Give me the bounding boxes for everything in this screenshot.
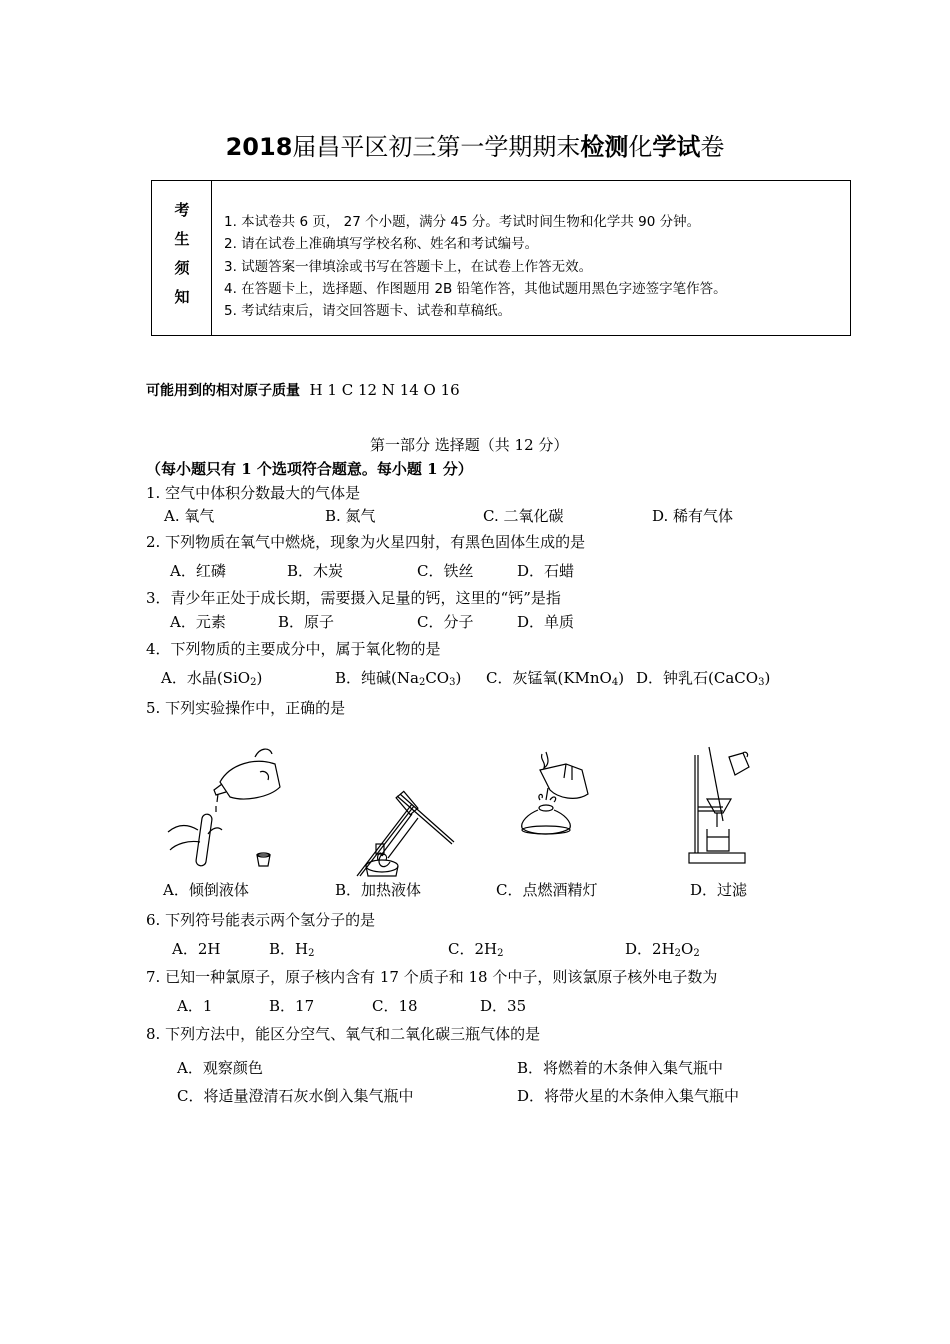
formula-text: O bbox=[681, 940, 694, 958]
question-5-option-d: D．过滤 bbox=[690, 881, 748, 899]
page-title bbox=[0, 133, 950, 162]
formula-subscript: 2 bbox=[308, 948, 315, 959]
question-7-option-d: D．35 bbox=[480, 997, 527, 1015]
question-3-option-c: C．分子 bbox=[417, 613, 474, 631]
atomic-mass-label: 可能用到的相对原子质量 bbox=[146, 383, 300, 399]
formula-subscript: 3 bbox=[449, 677, 456, 688]
question-1-stem: 1. 空气中体积分数最大的气体是 bbox=[146, 484, 361, 502]
question-5-option-b: B．加热液体 bbox=[335, 881, 422, 899]
formula-text: ) bbox=[618, 669, 625, 687]
formula-subscript: 4 bbox=[611, 677, 619, 688]
question-2-stem: 2. 下列物质在氧气中燃烧，现象为火星四射，有黑色固体生成的是 bbox=[146, 533, 586, 551]
question-2-option-a: A．红磷 bbox=[170, 562, 226, 580]
question-6-option-a: A．2H bbox=[172, 940, 221, 958]
formula-text: ) bbox=[256, 669, 263, 687]
question-6-option-b bbox=[269, 940, 314, 958]
formula-text: D．2H bbox=[625, 940, 675, 958]
section-heading: 第一部分 选择题（共 12 分） bbox=[370, 436, 569, 454]
atomic-mass-line bbox=[146, 381, 460, 400]
formula-subscript: 2 bbox=[674, 948, 682, 959]
question-4-option-c bbox=[486, 669, 624, 687]
notice-item: 5. 考试结束后，请交回答题卡、试卷和草稿纸。 bbox=[224, 303, 512, 320]
question-3-option-b: B．原子 bbox=[278, 613, 335, 631]
formula-text: D．钟乳石(CaCO bbox=[636, 669, 759, 687]
question-8-option-c: C．将适量澄清石灰水倒入集气瓶中 bbox=[177, 1087, 414, 1105]
question-8-option-d: D．将带火星的木条伸入集气瓶中 bbox=[517, 1087, 740, 1105]
figure-lighting-alcohol-lamp bbox=[510, 748, 600, 840]
question-8-option-b: B．将燃着的木条伸入集气瓶中 bbox=[517, 1059, 724, 1077]
title-text: 届昌平区初三第一学期期末 bbox=[292, 133, 581, 161]
question-3-stem: 3．青少年正处于成长期，需要摄入足量的钙，这里的“钙”是指 bbox=[146, 589, 561, 607]
section-note: （每小题只有 1 个选项符合题意。每小题 1 分） bbox=[146, 460, 473, 478]
figure-heating-liquid bbox=[352, 784, 462, 879]
formula-subscript: 2 bbox=[418, 677, 426, 688]
question-4-option-d bbox=[636, 669, 770, 687]
figure-pouring-liquid bbox=[160, 742, 290, 874]
question-4-option-a bbox=[161, 669, 262, 687]
question-5-option-a: A．倾倒液体 bbox=[163, 881, 249, 899]
notice-box bbox=[151, 180, 851, 336]
notice-label bbox=[152, 181, 212, 335]
question-1-option-c: C. 二氧化碳 bbox=[483, 507, 564, 525]
figure-filtration bbox=[683, 745, 763, 867]
formula-text: ) bbox=[764, 669, 771, 687]
formula-text: CO bbox=[425, 669, 450, 687]
question-3-option-d: D．单质 bbox=[517, 613, 575, 631]
notice-label-char: 考 bbox=[174, 201, 190, 219]
formula-subscript: 2 bbox=[497, 948, 504, 959]
question-2-option-c: C．铁丝 bbox=[417, 562, 474, 580]
formula-subscript: 3 bbox=[758, 677, 765, 688]
question-2-option-b: B．木炭 bbox=[287, 562, 344, 580]
question-4-stem: 4．下列物质的主要成分中，属于氧化物的是 bbox=[146, 640, 441, 658]
formula-text: ) bbox=[455, 669, 462, 687]
notice-label-char: 知 bbox=[174, 288, 190, 306]
notice-label-char: 须 bbox=[174, 259, 190, 277]
formula-text: C．2H bbox=[448, 940, 498, 958]
formula-text: C．灰锰氧(KMnO bbox=[486, 669, 612, 687]
notice-item: 2. 请在试卷上准确填写学校名称、姓名和考试编号。 bbox=[224, 236, 539, 253]
question-8-option-a: A．观察颜色 bbox=[177, 1059, 263, 1077]
formula-text: A．水晶(SiO bbox=[161, 669, 251, 687]
notice-list bbox=[224, 211, 727, 322]
formula-text: B．纯碱(Na bbox=[335, 669, 419, 687]
notice-item: 1. 本试卷共 6 页， 27 个小题，满分 45 分。考试时间生物和化学共 90 分钟。 bbox=[224, 214, 701, 230]
question-7-stem: 7. 已知一种氯原子，原子核内含有 17 个质子和 18 个中子，则该氯原子核外电子数为 bbox=[146, 968, 718, 986]
question-4-option-b bbox=[335, 669, 461, 687]
formula-subscript: 2 bbox=[693, 948, 700, 959]
question-8-stem: 8. 下列方法中，能区分空气、氧气和二氧化碳三瓶气体的是 bbox=[146, 1025, 541, 1043]
question-6-option-d bbox=[625, 940, 700, 958]
title-text: 卷 bbox=[700, 133, 725, 161]
question-1-option-d: D. 稀有气体 bbox=[652, 507, 734, 525]
title-year: 2018 bbox=[225, 133, 293, 161]
notice-item: 3. 试题答案一律填涂或书写在答题卡上，在试卷上作答无效。 bbox=[224, 258, 593, 275]
formula-text: B．H bbox=[269, 940, 309, 958]
title-text-bold: 检测 bbox=[580, 133, 629, 161]
atomic-mass-values: H 1 C 12 N 14 O 16 bbox=[309, 381, 460, 399]
title-text: 化 bbox=[628, 133, 653, 161]
question-5-option-c: C．点燃酒精灯 bbox=[496, 881, 598, 899]
question-5-stem: 5. 下列实验操作中，正确的是 bbox=[146, 699, 346, 717]
question-2-option-d: D．石蜡 bbox=[517, 562, 575, 580]
question-6-stem: 6. 下列符号能表示两个氢分子的是 bbox=[146, 911, 376, 929]
formula-subscript: 2 bbox=[250, 677, 257, 688]
question-1-option-b: B. 氮气 bbox=[325, 507, 376, 525]
question-7-option-a: A．1 bbox=[177, 997, 213, 1015]
title-text-bold: 学试 bbox=[652, 133, 701, 161]
question-3-option-a: A．元素 bbox=[170, 613, 226, 631]
notice-label-char: 生 bbox=[174, 230, 190, 248]
question-7-option-c: C．18 bbox=[372, 997, 418, 1015]
question-1-option-a: A. 氧气 bbox=[164, 507, 215, 525]
question-7-option-b: B．17 bbox=[269, 997, 315, 1015]
question-6-option-c bbox=[448, 940, 503, 958]
notice-item: 4. 在答题卡上，选择题、作图题用 2B 铅笔作答，其他试题用黑色字迹签字笔作答。 bbox=[224, 280, 727, 297]
